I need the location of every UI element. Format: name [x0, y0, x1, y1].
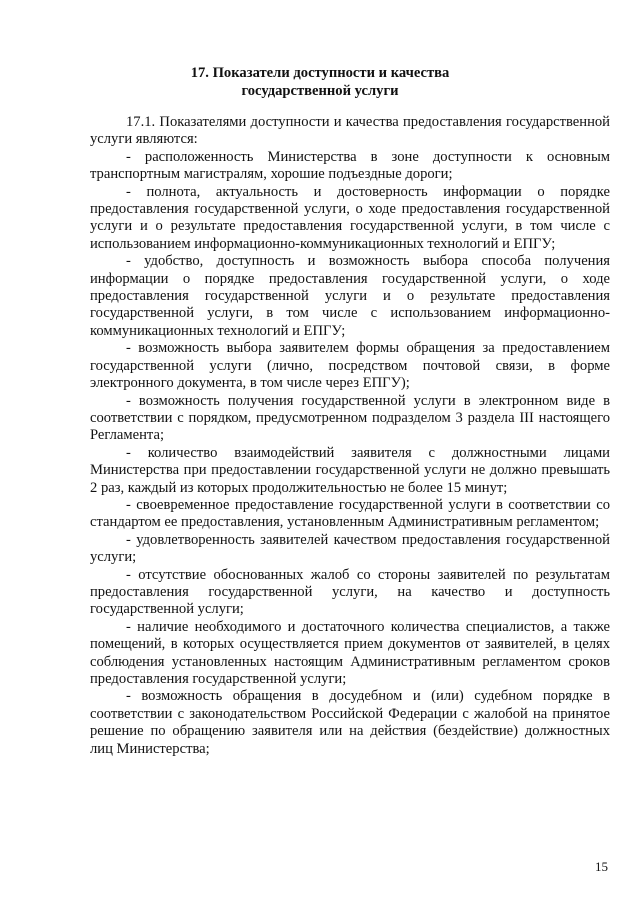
list-item: - расположенность Министерства в зоне доступности к основным транспортным магистралям, хорошие подъездные дороги; — [90, 148, 610, 183]
list-item: - полнота, актуальность и достоверность информации о порядке предоставления государственной услуги, о ходе предоставления государственной услуги и о результате предоставления государственной услуги, в том числе с использованием информационно-коммуникационных технологий и ЕПГУ; — [90, 183, 610, 252]
body-text — [90, 114, 610, 758]
section-heading — [0, 64, 640, 100]
section-heading-line-1: 17. Показатели доступности и качества — [190, 65, 450, 81]
paragraph-intro: 17.1. Показателями доступности и качества предоставления государственной услуги являются: — [90, 114, 610, 148]
list-item: - возможность получения государственной услуги в электронном виде в соответствии с порядком, предусмотренном подразделом 3 раздела III настоящего Регламента; — [90, 392, 610, 444]
page-number: 15 — [595, 859, 608, 874]
list-item: - удобство, доступность и возможность выбора способа получения информации о порядке предоставления государственной услуги, о ходе предоставления государственной услуги и о результате предоставления государственной услуги, в том числе с использованием информационно-коммуникационных технологий и ЕПГУ; — [90, 253, 610, 339]
list-item: - отсутствие обоснованных жалоб со стороны заявителей по результатам предоставления государственной услуги, на качество и доступность государственной услуги; — [90, 566, 610, 618]
list-item: - количество взаимодействий заявителя с должностными лицами Министерства при предоставлении государственной услуги не должно превышать 2 раз, каждый из которых продолжительностью не более 15 минут; — [90, 444, 610, 496]
list-item: - возможность обращения в досудебном и (или) судебном порядке в соответствии с законодательством Российской Федерации с жалобой на принятое решение по обращению заявителя или на действия (бездействие) должностных лиц Министерства; — [90, 688, 610, 757]
list-item: - удовлетворенность заявителей качеством предоставления государственной услуги; — [90, 531, 610, 566]
list-item: - возможность выбора заявителем формы обращения за предоставлением государственной услуги (лично, посредством почтовой связи, в форме электронного документа, в том числе через ЕПГУ); — [90, 340, 610, 392]
list-item: - наличие необходимого и достаточного количества специалистов, а также помещений, в которых осуществляется прием документов от заявителей, в целях соблюдения установленных настоящим Административным регламентом сроков предоставления государственной услуги; — [90, 618, 610, 687]
section-heading-line-2: государственной услуги — [241, 83, 399, 99]
list-item: - своевременное предоставление государственной услуги в соответствии со стандартом ее предоставления, установленным Административным регламентом; — [90, 496, 610, 531]
